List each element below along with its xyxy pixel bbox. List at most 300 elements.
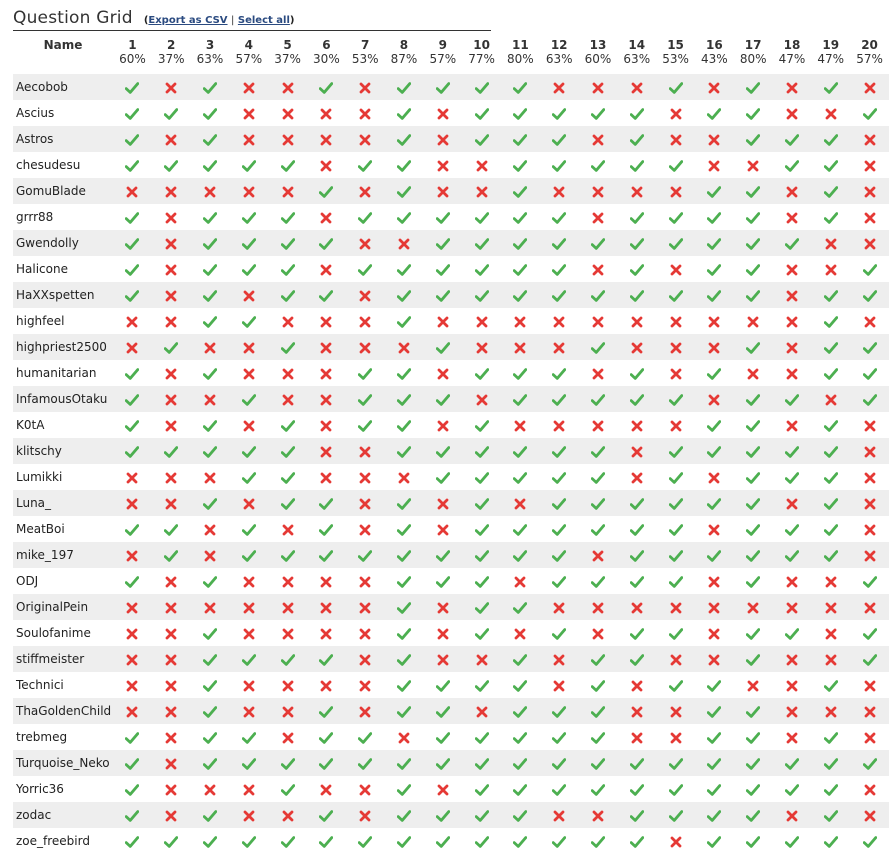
check-icon [540, 776, 579, 802]
cross-icon [695, 568, 734, 594]
check-icon [579, 438, 618, 464]
check-icon [811, 282, 850, 308]
check-icon [579, 230, 618, 256]
table-row [13, 750, 889, 776]
cross-icon [773, 724, 812, 750]
check-icon [501, 178, 540, 204]
cross-icon [617, 464, 656, 490]
question-number: 19 [822, 38, 840, 52]
check-icon [385, 594, 424, 620]
question-grid [13, 36, 889, 854]
check-icon [617, 750, 656, 776]
cross-icon [307, 152, 346, 178]
cross-icon [307, 100, 346, 126]
check-icon [462, 230, 501, 256]
check-icon [501, 542, 540, 568]
check-icon [695, 828, 734, 854]
question-8-header [385, 36, 424, 74]
check-icon [734, 438, 773, 464]
question-percent: 80% [739, 52, 767, 66]
cross-icon [346, 438, 385, 464]
check-icon [540, 542, 579, 568]
table-row [13, 126, 889, 152]
question-7-header [346, 36, 385, 74]
cross-icon [268, 308, 307, 334]
cross-icon [617, 412, 656, 438]
check-icon [695, 802, 734, 828]
check-icon [579, 386, 618, 412]
table-row [13, 828, 889, 854]
table-row [13, 100, 889, 126]
check-icon [656, 74, 695, 100]
cross-icon [229, 360, 268, 386]
cross-icon [850, 412, 889, 438]
check-icon [811, 672, 850, 698]
cross-icon [229, 490, 268, 516]
check-icon [579, 776, 618, 802]
check-icon [734, 516, 773, 542]
check-icon [423, 438, 462, 464]
check-icon [229, 230, 268, 256]
check-icon [811, 750, 850, 776]
cross-icon [268, 698, 307, 724]
check-icon [191, 74, 230, 100]
cross-icon [579, 360, 618, 386]
check-icon [734, 490, 773, 516]
check-icon [346, 152, 385, 178]
question-percent: 30% [313, 52, 340, 66]
cross-icon [811, 386, 850, 412]
cross-icon [656, 698, 695, 724]
check-icon [540, 568, 579, 594]
cross-icon [540, 646, 579, 672]
check-icon [540, 360, 579, 386]
cross-icon [346, 516, 385, 542]
cross-icon [850, 308, 889, 334]
check-icon [540, 126, 579, 152]
check-icon [113, 126, 152, 152]
cross-icon [113, 490, 152, 516]
table-row [13, 698, 889, 724]
check-icon [501, 230, 540, 256]
check-icon [113, 204, 152, 230]
cross-icon [152, 646, 191, 672]
check-icon [385, 282, 424, 308]
question-percent: 77% [468, 52, 495, 66]
cross-icon [346, 334, 385, 360]
cross-icon [773, 360, 812, 386]
check-icon [579, 750, 618, 776]
cross-icon [423, 308, 462, 334]
cross-icon [811, 256, 850, 282]
check-icon [462, 126, 501, 152]
check-icon [423, 750, 462, 776]
cross-icon [811, 568, 850, 594]
check-icon [811, 516, 850, 542]
cross-icon [385, 724, 424, 750]
check-icon [734, 828, 773, 854]
check-icon [191, 204, 230, 230]
user-name: chesudesu [16, 158, 81, 172]
cross-icon [152, 620, 191, 646]
question-number: 11 [512, 38, 529, 52]
cross-icon [773, 672, 812, 698]
cross-icon [152, 230, 191, 256]
cross-icon [268, 724, 307, 750]
check-icon [462, 464, 501, 490]
cross-icon [579, 204, 618, 230]
check-icon [617, 542, 656, 568]
check-icon [307, 698, 346, 724]
check-icon [579, 152, 618, 178]
question-13-header [579, 36, 618, 74]
cross-icon [773, 74, 812, 100]
user-name: trebmeg [16, 730, 68, 744]
check-icon [579, 464, 618, 490]
cross-icon [811, 646, 850, 672]
grid-header-row [13, 36, 889, 74]
table-row [13, 152, 889, 178]
cross-icon [423, 412, 462, 438]
check-icon [113, 386, 152, 412]
cross-icon [307, 412, 346, 438]
check-icon [734, 646, 773, 672]
check-icon [617, 620, 656, 646]
cross-icon [113, 308, 152, 334]
question-number: 15 [667, 38, 684, 52]
check-icon [734, 464, 773, 490]
table-row [13, 724, 889, 750]
user-name: grrr88 [16, 210, 54, 224]
header-links: (Export as CSV | Select all) [143, 15, 295, 26]
cross-icon [850, 724, 889, 750]
cross-icon [579, 256, 618, 282]
question-percent: 63% [623, 52, 651, 66]
user-name: InfamousOtaku [13, 386, 113, 412]
question-percent: 43% [701, 52, 728, 66]
check-icon [656, 386, 695, 412]
user-name: MeatBoi [16, 522, 65, 536]
user-name: zoe_freebird [16, 834, 90, 848]
cross-icon [152, 308, 191, 334]
check-icon [579, 334, 618, 360]
check-icon [617, 360, 656, 386]
check-icon [811, 802, 850, 828]
cross-icon [501, 568, 540, 594]
check-icon [811, 776, 850, 802]
table-row [13, 230, 889, 256]
check-icon [385, 126, 424, 152]
question-number: 7 [361, 38, 370, 52]
check-icon [191, 230, 230, 256]
check-icon [811, 152, 850, 178]
cross-icon [346, 230, 385, 256]
user-name: GomuBlade [13, 178, 113, 204]
cross-icon [656, 646, 695, 672]
question-number: 6 [322, 38, 331, 52]
question-number: 2 [167, 38, 176, 52]
cross-icon [579, 802, 618, 828]
check-icon [617, 256, 656, 282]
check-icon [617, 282, 656, 308]
cross-icon [773, 412, 812, 438]
cross-icon [191, 516, 230, 542]
check-icon [695, 698, 734, 724]
cross-icon [229, 74, 268, 100]
cross-icon [850, 74, 889, 100]
export-csv-link[interactable]: Export as CSV [148, 15, 228, 26]
check-icon [811, 828, 850, 854]
check-icon [501, 152, 540, 178]
check-icon [191, 568, 230, 594]
check-icon [579, 698, 618, 724]
check-icon [462, 438, 501, 464]
question-percent: 53% [351, 52, 379, 66]
cross-icon [656, 724, 695, 750]
check-icon [229, 464, 268, 490]
cross-icon [113, 542, 152, 568]
check-icon [501, 126, 540, 152]
cross-icon [540, 178, 579, 204]
check-icon [462, 802, 501, 828]
cross-icon [152, 412, 191, 438]
cross-icon [307, 334, 346, 360]
cross-icon [695, 126, 734, 152]
user-name: Yorric36 [16, 782, 64, 796]
check-icon [540, 724, 579, 750]
check-icon [268, 334, 307, 360]
check-icon [579, 724, 618, 750]
check-icon [695, 672, 734, 698]
cross-icon [152, 724, 191, 750]
table-row [13, 516, 889, 542]
check-icon [462, 750, 501, 776]
select-all-link[interactable]: Select all [237, 15, 290, 26]
cross-icon [191, 334, 230, 360]
cross-icon [423, 646, 462, 672]
cross-icon [229, 178, 268, 204]
user-name: highpriest2500 [13, 334, 113, 360]
cross-icon [540, 74, 579, 100]
check-icon [773, 386, 812, 412]
user-name: mike_197 [13, 542, 113, 568]
check-icon [113, 828, 152, 854]
check-icon [385, 490, 424, 516]
check-icon [501, 776, 540, 802]
cross-icon [773, 646, 812, 672]
user-name: humanitarian [16, 366, 97, 380]
cross-icon [773, 568, 812, 594]
check-icon [385, 802, 424, 828]
cross-icon [152, 464, 191, 490]
question-20-header [850, 36, 889, 74]
cross-icon [346, 490, 385, 516]
cross-icon [850, 464, 889, 490]
cross-icon [617, 594, 656, 620]
cross-icon [307, 464, 346, 490]
check-icon [385, 204, 424, 230]
check-icon [695, 490, 734, 516]
cross-icon [773, 178, 812, 204]
question-number: 14 [628, 38, 646, 52]
cross-icon [540, 308, 579, 334]
check-icon [656, 620, 695, 646]
check-icon [656, 802, 695, 828]
check-icon [113, 802, 152, 828]
check-icon [617, 126, 656, 152]
check-icon [423, 542, 462, 568]
check-icon [191, 802, 230, 828]
check-icon [734, 386, 773, 412]
check-icon [268, 152, 307, 178]
cross-icon [152, 490, 191, 516]
check-icon [307, 802, 346, 828]
user-name: Soulofanime [16, 626, 91, 640]
cross-icon [152, 282, 191, 308]
user-name: Lumikki [16, 470, 63, 484]
cross-icon [850, 204, 889, 230]
check-icon [229, 542, 268, 568]
check-icon [385, 256, 424, 282]
check-icon [656, 230, 695, 256]
cross-icon [850, 594, 889, 620]
question-percent: 53% [662, 52, 689, 66]
user-name: K0tA [16, 418, 45, 432]
cross-icon [385, 464, 424, 490]
cross-icon [346, 308, 385, 334]
cross-icon [346, 282, 385, 308]
cross-icon [850, 672, 889, 698]
check-icon [268, 646, 307, 672]
cross-icon [346, 802, 385, 828]
check-icon [617, 646, 656, 672]
cross-icon [307, 308, 346, 334]
cross-icon [229, 802, 268, 828]
check-icon [773, 828, 812, 854]
cross-icon [850, 178, 889, 204]
check-icon [385, 698, 424, 724]
check-icon [850, 334, 889, 360]
check-icon [734, 542, 773, 568]
check-icon [617, 490, 656, 516]
check-icon [734, 282, 773, 308]
cross-icon [152, 672, 191, 698]
check-icon [656, 568, 695, 594]
question-percent: 80% [507, 52, 534, 66]
question-percent: 57% [235, 52, 263, 66]
check-icon [152, 152, 191, 178]
table-row [13, 360, 889, 386]
check-icon [346, 386, 385, 412]
cross-icon [346, 100, 385, 126]
check-icon [850, 100, 889, 126]
check-icon [501, 74, 540, 100]
cross-icon [191, 776, 230, 802]
check-icon [307, 724, 346, 750]
cross-icon [850, 698, 889, 724]
check-icon [152, 516, 191, 542]
check-icon [617, 386, 656, 412]
check-icon [113, 74, 152, 100]
check-icon [540, 698, 579, 724]
check-icon [307, 542, 346, 568]
check-icon [462, 672, 501, 698]
table-row [13, 776, 889, 802]
cross-icon [579, 178, 618, 204]
cross-icon [268, 568, 307, 594]
check-icon [617, 230, 656, 256]
check-icon [346, 750, 385, 776]
cross-icon [501, 412, 540, 438]
question-number: 5 [283, 38, 292, 52]
check-icon [268, 282, 307, 308]
check-icon [385, 438, 424, 464]
cross-icon [850, 490, 889, 516]
cross-icon [152, 204, 191, 230]
cross-icon [734, 594, 773, 620]
cross-icon [773, 256, 812, 282]
cross-icon [191, 178, 230, 204]
check-icon [229, 724, 268, 750]
check-icon [656, 438, 695, 464]
check-icon [734, 334, 773, 360]
cross-icon [346, 620, 385, 646]
check-icon [462, 412, 501, 438]
check-icon [540, 386, 579, 412]
check-icon [385, 74, 424, 100]
user-name: Technici [16, 678, 64, 692]
cross-icon [850, 516, 889, 542]
user-name: Halicone [16, 262, 68, 276]
user-name: zodac [13, 802, 113, 828]
check-icon [191, 126, 230, 152]
question-percent: 57% [856, 52, 883, 66]
check-icon [346, 360, 385, 386]
question-5-header [268, 36, 307, 74]
cross-icon [229, 282, 268, 308]
check-icon [773, 776, 812, 802]
check-icon [850, 750, 889, 776]
check-icon [229, 750, 268, 776]
check-icon [734, 204, 773, 230]
cross-icon [423, 620, 462, 646]
name-column-header: Name [43, 38, 83, 52]
check-icon [462, 516, 501, 542]
check-icon [268, 204, 307, 230]
table-row [13, 334, 889, 360]
cross-icon [656, 178, 695, 204]
question-number: 17 [744, 38, 762, 52]
check-icon [811, 464, 850, 490]
check-icon [307, 828, 346, 854]
check-icon [579, 568, 618, 594]
cross-icon [152, 178, 191, 204]
check-icon [385, 828, 424, 854]
cross-icon [229, 698, 268, 724]
check-icon [385, 412, 424, 438]
cross-icon [385, 334, 424, 360]
cross-icon [579, 594, 618, 620]
check-icon [734, 74, 773, 100]
check-icon [307, 282, 346, 308]
cross-icon [656, 334, 695, 360]
check-icon [462, 74, 501, 100]
cross-icon [617, 334, 656, 360]
check-icon [773, 126, 812, 152]
question-percent: 63% [196, 52, 224, 66]
cross-icon [773, 490, 812, 516]
question-11-header [501, 36, 540, 74]
